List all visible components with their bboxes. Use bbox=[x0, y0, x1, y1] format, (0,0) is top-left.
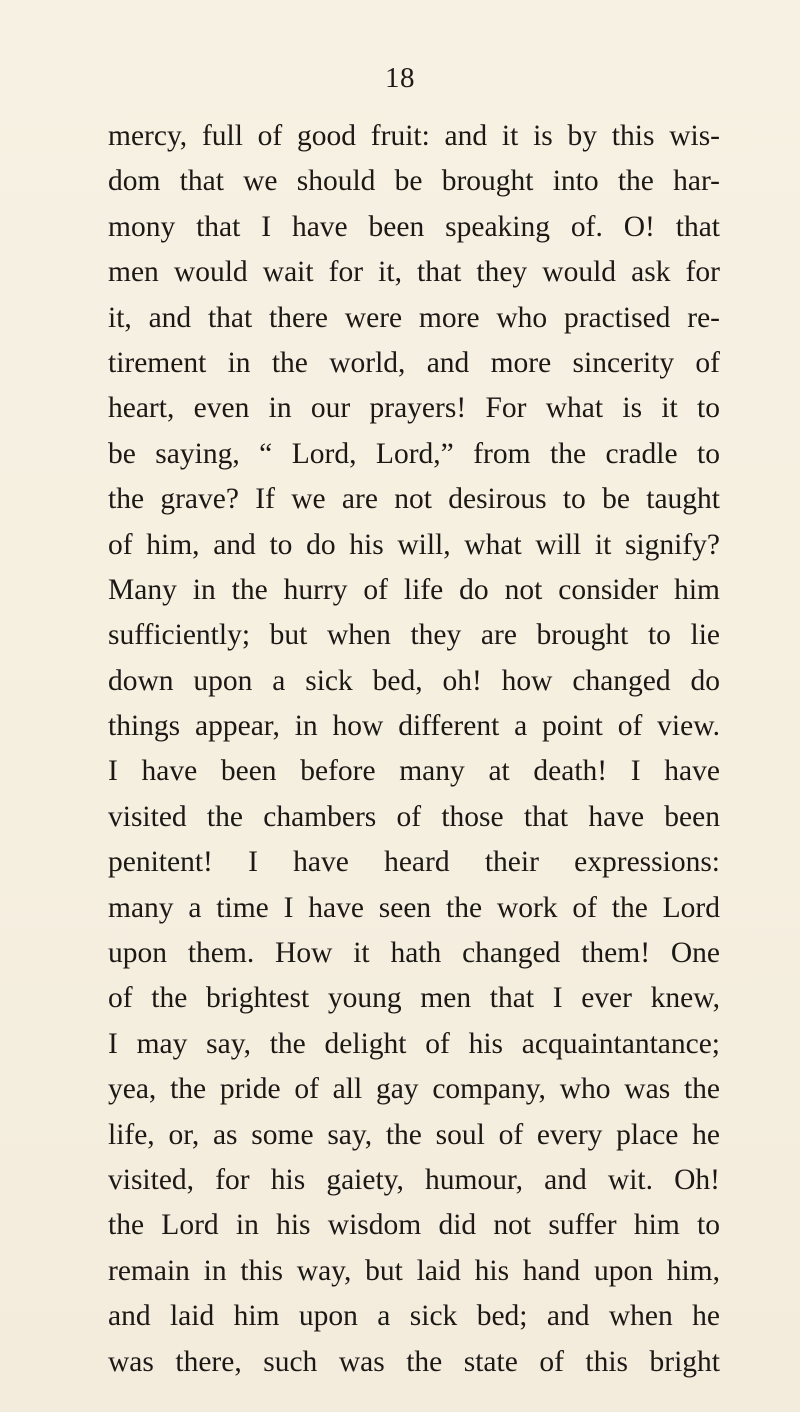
text-line: mony that I have been speaking of. O! that bbox=[108, 210, 720, 243]
text-line: Many in the hurry of life do not consider him bbox=[108, 573, 720, 606]
text-line: heart, even in our prayers! For what is it to bbox=[108, 392, 720, 425]
page-number: 18 bbox=[385, 62, 415, 94]
text-line: many a time I have seen the work of the Lord bbox=[108, 891, 720, 924]
text-line: remain in this way, but laid his hand upon him, bbox=[108, 1254, 720, 1287]
text-line: visited the chambers of those that have been bbox=[108, 800, 720, 833]
text-line: of the brightest young men that I ever knew, bbox=[108, 982, 720, 1015]
text-line: was there, such was the state of this bright bbox=[108, 1345, 720, 1378]
text-line: life, or, as some say, the soul of every place he bbox=[108, 1118, 720, 1151]
text-line: upon them. How it hath changed them! One bbox=[108, 937, 720, 970]
text-line: things appear, in how different a point of view. bbox=[108, 710, 720, 743]
body-text bbox=[108, 114, 720, 1385]
text-line: down upon a sick bed, oh! how changed do bbox=[108, 664, 720, 697]
text-line: I have been before many at death! I have bbox=[108, 755, 720, 788]
text-line: visited, for his gaiety, humour, and wit. Oh! bbox=[108, 1163, 720, 1196]
text-line: men would wait for it, that they would ask for bbox=[108, 256, 720, 289]
text-line: yea, the pride of all gay company, who was the bbox=[108, 1073, 720, 1106]
text-line: I may say, the delight of his acquaintantance; bbox=[108, 1027, 720, 1060]
text-line: sufficiently; but when they are brought to lie bbox=[108, 619, 720, 652]
text-line: dom that we should be brought into the har- bbox=[108, 165, 720, 198]
text-line: and laid him upon a sick bed; and when he bbox=[108, 1300, 720, 1333]
text-line: be saying, “ Lord, Lord,” from the cradle to bbox=[108, 437, 720, 470]
text-line: penitent! I have heard their expressions: bbox=[108, 846, 720, 879]
text-line: tirement in the world, and more sincerity of bbox=[108, 346, 720, 379]
text-line: mercy, full of good fruit: and it is by this wis- bbox=[108, 120, 720, 152]
text-line: of him, and to do his will, what will it signify? bbox=[108, 528, 720, 561]
text-line: the grave? If we are not desirous to be taught bbox=[108, 483, 720, 516]
text-line: it, and that there were more who practised re- bbox=[108, 301, 720, 334]
text-line: the Lord in his wisdom did not suffer him to bbox=[108, 1209, 720, 1242]
